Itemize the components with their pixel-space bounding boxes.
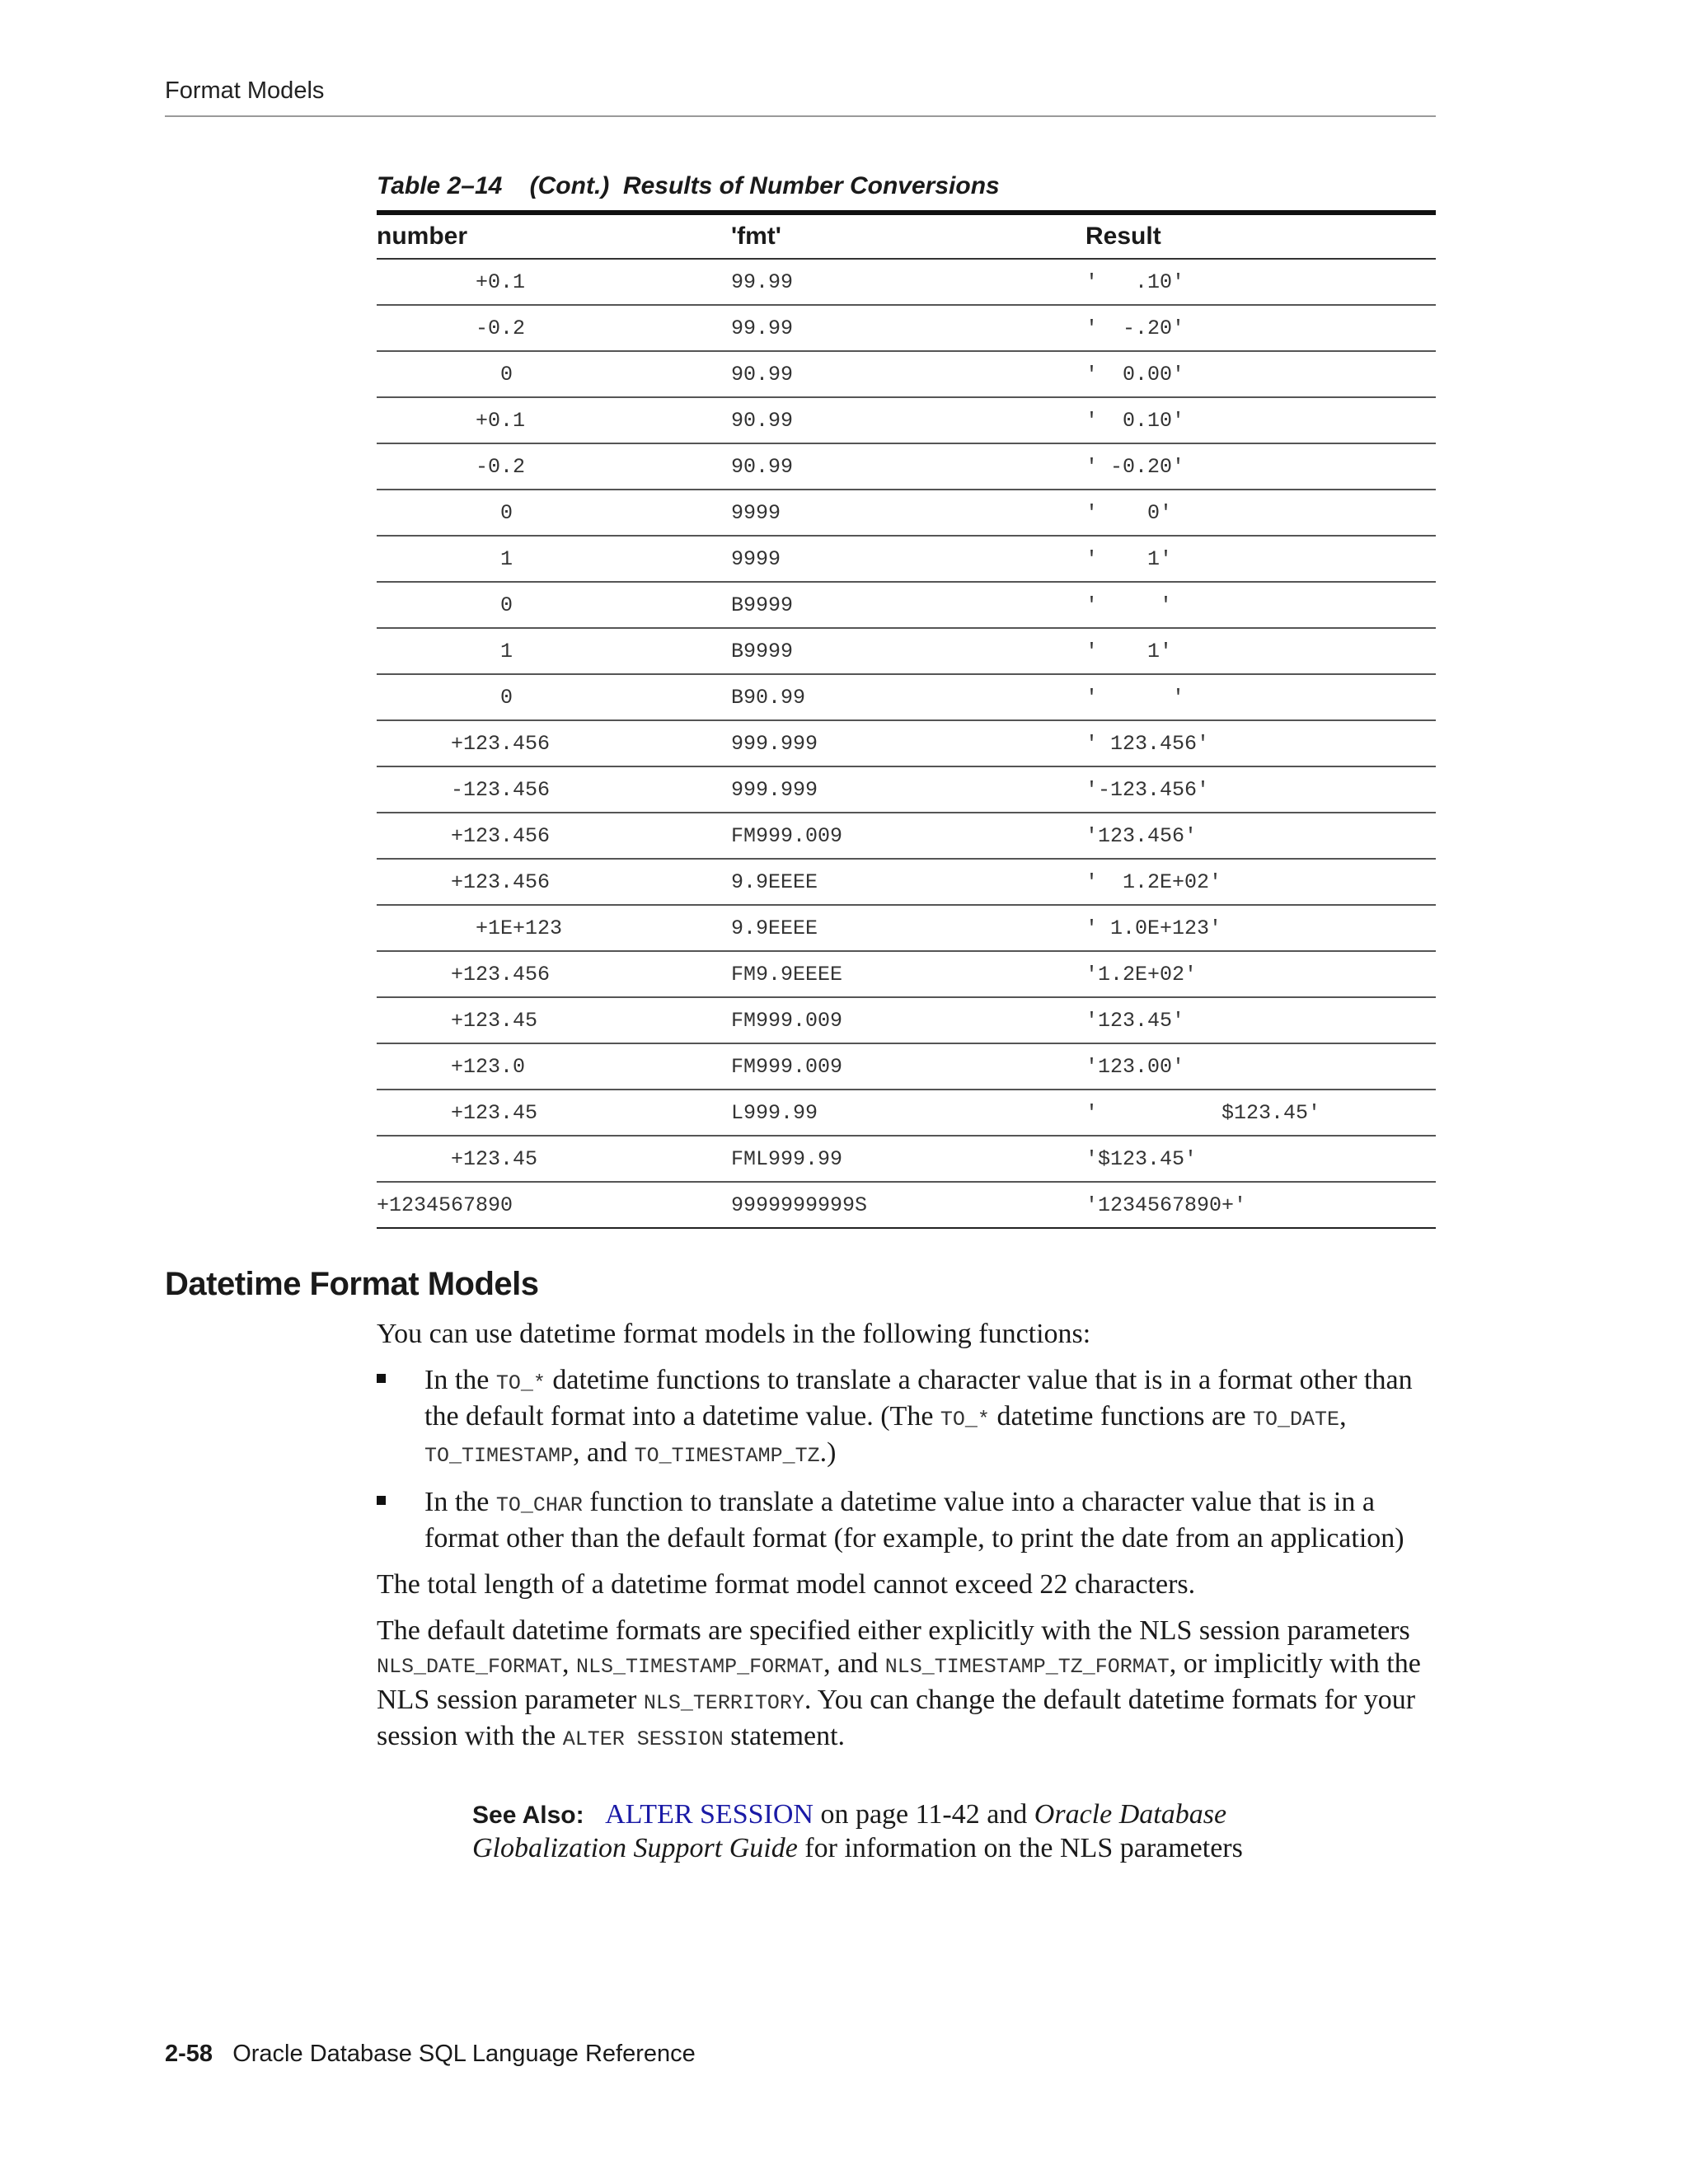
table-row xyxy=(377,905,1436,951)
number-conversions-table xyxy=(377,210,1436,1229)
table-row xyxy=(377,766,1436,813)
cell-fmt: FML999.99 xyxy=(731,1136,1085,1182)
cell-fmt: FM9.9EEEE xyxy=(731,951,1085,997)
cell-result: '123.45' xyxy=(1085,997,1436,1043)
table-row xyxy=(377,674,1436,720)
cell-result: ' 0.00' xyxy=(1085,351,1436,397)
cell-fmt: 999.999 xyxy=(731,766,1085,813)
cell-result: '123.00' xyxy=(1085,1043,1436,1090)
cell-fmt: 9999999999S xyxy=(731,1182,1085,1228)
cell-result: ' ' xyxy=(1085,582,1436,628)
cell-number: 0 xyxy=(377,582,731,628)
cell-fmt: FM999.009 xyxy=(731,997,1085,1043)
table-body xyxy=(377,259,1436,1228)
cell-result: ' 1.0E+123' xyxy=(1085,905,1436,951)
cell-fmt: B9999 xyxy=(731,628,1085,674)
see-also-label: See Also: xyxy=(472,1802,584,1829)
cell-number: +0.1 xyxy=(377,259,731,305)
column-header-result: Result xyxy=(1085,223,1161,250)
cell-number: +123.456 xyxy=(377,951,731,997)
table-row xyxy=(377,1136,1436,1182)
section-title: Datetime Format Models xyxy=(165,1266,539,1302)
cell-fmt: FM999.009 xyxy=(731,813,1085,859)
cell-number: +123.45 xyxy=(377,1090,731,1136)
see-also-note: See Also: ALTER SESSION on page 11-42 and Oracle Database Globalization Support Guide for information on the NLS parameters xyxy=(472,1799,1243,1863)
cell-result: ' -0.20' xyxy=(1085,443,1436,490)
book-title-footer: Oracle Database SQL Language Reference xyxy=(232,2041,696,2067)
page-footer xyxy=(165,2041,696,2068)
table-row xyxy=(377,259,1436,305)
list-item: In the TO_* datetime functions to translate a character value that is in a format other than the default format into a datetime value. (The TO_* datetime functions are TO_DATE, TO_TIMESTAMP, and TO_TIMESTAMP_TZ.) xyxy=(377,1364,1444,1473)
column-header-fmt: 'fmt' xyxy=(731,223,781,250)
cell-number: +123.456 xyxy=(377,813,731,859)
bullet-square-icon xyxy=(377,1374,386,1383)
cell-number: -0.2 xyxy=(377,443,731,490)
cell-result: ' 123.456' xyxy=(1085,720,1436,766)
table-row xyxy=(377,813,1436,859)
cell-number: 1 xyxy=(377,536,731,582)
cell-result: '123.456' xyxy=(1085,813,1436,859)
table-row xyxy=(377,720,1436,766)
cell-result: '-123.456' xyxy=(1085,766,1436,813)
cell-result: '1234567890+' xyxy=(1085,1182,1436,1228)
section-body xyxy=(377,1318,1444,1769)
table-row xyxy=(377,536,1436,582)
cell-result: ' 1' xyxy=(1085,628,1436,674)
cell-fmt: B90.99 xyxy=(731,674,1085,720)
cell-result: ' 1.2E+02' xyxy=(1085,859,1436,905)
header-divider xyxy=(165,115,1436,117)
cell-number: -123.456 xyxy=(377,766,731,813)
cell-fmt: 999.999 xyxy=(731,720,1085,766)
table-row xyxy=(377,1090,1436,1136)
alter-session-link[interactable]: ALTER SESSION xyxy=(605,1799,814,1830)
cell-fmt: 99.99 xyxy=(731,259,1085,305)
table-row xyxy=(377,1043,1436,1090)
table-row xyxy=(377,351,1436,397)
table-row xyxy=(377,582,1436,628)
table-row xyxy=(377,628,1436,674)
cell-number: 0 xyxy=(377,351,731,397)
table-row xyxy=(377,443,1436,490)
cell-number: +123.456 xyxy=(377,720,731,766)
cell-number: +123.45 xyxy=(377,1136,731,1182)
cell-number: +1E+123 xyxy=(377,905,731,951)
bullet-square-icon xyxy=(377,1496,386,1505)
cell-fmt: 9999 xyxy=(731,536,1085,582)
cell-number: +123.45 xyxy=(377,997,731,1043)
cell-result: ' -.20' xyxy=(1085,305,1436,351)
table-row xyxy=(377,397,1436,443)
table-row xyxy=(377,305,1436,351)
table-row xyxy=(377,490,1436,536)
cell-result: ' ' xyxy=(1085,674,1436,720)
cell-result: '1.2E+02' xyxy=(1085,951,1436,997)
table-row xyxy=(377,1182,1436,1228)
cell-fmt: L999.99 xyxy=(731,1090,1085,1136)
table-row xyxy=(377,859,1436,905)
defaults-paragraph: The default datetime formats are specified either explicitly with the NLS session parameters NLS_DATE_FORMAT, NLS_TIMESTAMP_FORMAT, and NLS_TIMESTAMP_TZ_FORMAT, or implicitly with the NLS session parameter NLS_TERRITORY. You can change the default datetime formats for your session with the ALTER SESSION statement. xyxy=(377,1615,1421,1751)
cell-result: ' 1' xyxy=(1085,536,1436,582)
cell-result: ' .10' xyxy=(1085,259,1436,305)
page-number: 2-58 xyxy=(165,2041,213,2067)
column-header-number: number xyxy=(377,223,468,250)
cell-fmt: 9.9EEEE xyxy=(731,905,1085,951)
table-caption: Table 2–14 (Cont.) Results of Number Conversions xyxy=(377,172,1000,199)
cell-number: +1234567890 xyxy=(377,1182,731,1228)
cell-result: ' $123.45' xyxy=(1085,1090,1436,1136)
cell-number: 1 xyxy=(377,628,731,674)
cell-fmt: 9999 xyxy=(731,490,1085,536)
cell-fmt: 99.99 xyxy=(731,305,1085,351)
length-paragraph: The total length of a datetime format model cannot exceed 22 characters. xyxy=(377,1569,1196,1600)
cell-number: -0.2 xyxy=(377,305,731,351)
list-item: In the TO_CHAR function to translate a datetime value into a character value that is in a format other than the default format (for example, to print the date from an application) xyxy=(377,1486,1444,1555)
cell-fmt: FM999.009 xyxy=(731,1043,1085,1090)
book-title: Oracle Database Globalization Support Guide xyxy=(472,1799,1227,1863)
cell-number: 0 xyxy=(377,674,731,720)
table-header-row xyxy=(377,213,1436,259)
table-row xyxy=(377,997,1436,1043)
table-row xyxy=(377,951,1436,997)
cell-number: 0 xyxy=(377,490,731,536)
function-list xyxy=(377,1364,1444,1555)
cell-fmt: 90.99 xyxy=(731,397,1085,443)
cell-number: +123.0 xyxy=(377,1043,731,1090)
cell-number: +123.456 xyxy=(377,859,731,905)
cell-fmt: 90.99 xyxy=(731,351,1085,397)
cell-number: +0.1 xyxy=(377,397,731,443)
cell-fmt: 90.99 xyxy=(731,443,1085,490)
cell-fmt: B9999 xyxy=(731,582,1085,628)
cell-fmt: 9.9EEEE xyxy=(731,859,1085,905)
running-header-title: Format Models xyxy=(165,77,325,104)
cell-result: ' 0.10' xyxy=(1085,397,1436,443)
cell-result: ' 0' xyxy=(1085,490,1436,536)
cell-result: '$123.45' xyxy=(1085,1136,1436,1182)
intro-paragraph: You can use datetime format models in the following functions: xyxy=(377,1319,1091,1349)
